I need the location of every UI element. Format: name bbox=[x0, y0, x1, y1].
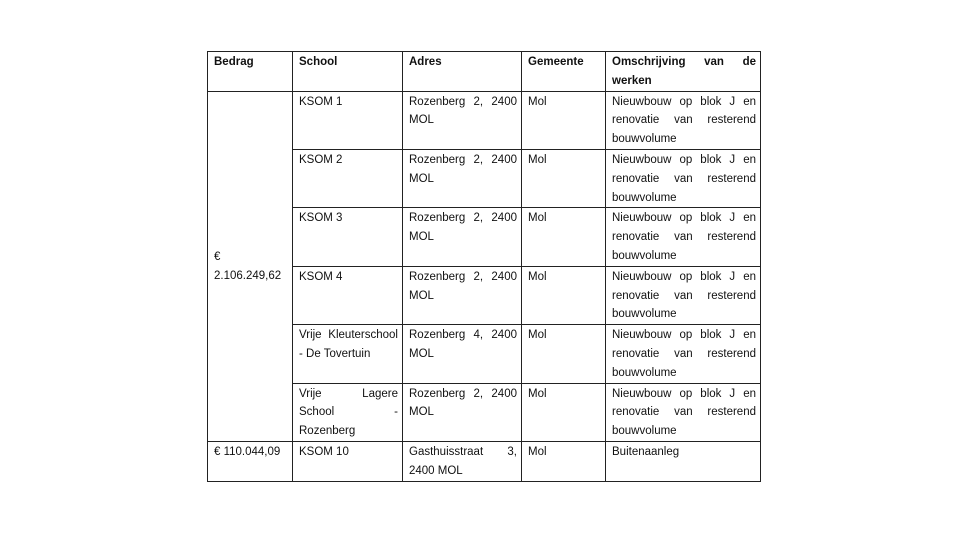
address-cell: Rozenberg 2, 2400 MOL bbox=[403, 383, 522, 441]
table-row bbox=[208, 91, 761, 149]
municipality-cell: Mol bbox=[522, 266, 606, 324]
amount-cell: € 110.044,09 bbox=[208, 441, 293, 481]
municipality-cell: Mol bbox=[522, 325, 606, 383]
description-cell: Nieuwbouw op blok J en renovatie van resterend bouwvolume bbox=[606, 325, 761, 383]
works-table bbox=[207, 51, 761, 482]
school-cell: Vrije Lagere School - Rozenberg bbox=[293, 383, 403, 441]
municipality-cell: Mol bbox=[522, 383, 606, 441]
school-cell: KSOM 2 bbox=[293, 149, 403, 207]
table-row bbox=[208, 441, 761, 481]
description-cell: Nieuwbouw op blok J en renovatie van resterend bouwvolume bbox=[606, 208, 761, 266]
municipality-cell: Mol bbox=[522, 149, 606, 207]
school-cell: Vrije Kleuterschool - De Tovertuin bbox=[293, 325, 403, 383]
amount-cell-group-1 bbox=[208, 91, 293, 441]
municipality-cell: Mol bbox=[522, 441, 606, 481]
address-cell: Rozenberg 4, 2400 MOL bbox=[403, 325, 522, 383]
municipality-cell: Mol bbox=[522, 91, 606, 149]
amount-symbol: € bbox=[214, 250, 221, 263]
header-gemeente: Gemeente bbox=[522, 52, 606, 92]
description-cell: Nieuwbouw op blok J en renovatie van resterend bouwvolume bbox=[606, 149, 761, 207]
address-cell: Rozenberg 2, 2400 MOL bbox=[403, 208, 522, 266]
description-cell: Nieuwbouw op blok J en renovatie van resterend bouwvolume bbox=[606, 383, 761, 441]
address-cell: Rozenberg 2, 2400 MOL bbox=[403, 91, 522, 149]
school-cell: KSOM 3 bbox=[293, 208, 403, 266]
address-cell: Gasthuisstraat 3, 2400 MOL bbox=[403, 441, 522, 481]
header-adres: Adres bbox=[403, 52, 522, 92]
description-cell: Nieuwbouw op blok J en renovatie van resterend bouwvolume bbox=[606, 266, 761, 324]
address-cell: Rozenberg 2, 2400 MOL bbox=[403, 149, 522, 207]
school-cell: KSOM 10 bbox=[293, 441, 403, 481]
header-bedrag: Bedrag bbox=[208, 52, 293, 92]
header-school: School bbox=[293, 52, 403, 92]
school-cell: KSOM 4 bbox=[293, 266, 403, 324]
address-cell: Rozenberg 2, 2400 MOL bbox=[403, 266, 522, 324]
header-omschrijving: Omschrijving van de werken bbox=[606, 52, 761, 92]
description-cell: Nieuwbouw op blok J en renovatie van resterend bouwvolume bbox=[606, 91, 761, 149]
description-cell: Buitenaanleg bbox=[606, 441, 761, 481]
school-cell: KSOM 1 bbox=[293, 91, 403, 149]
amount-value: 2.106.249,62 bbox=[214, 269, 282, 282]
municipality-cell: Mol bbox=[522, 208, 606, 266]
table-header-row bbox=[208, 52, 761, 92]
